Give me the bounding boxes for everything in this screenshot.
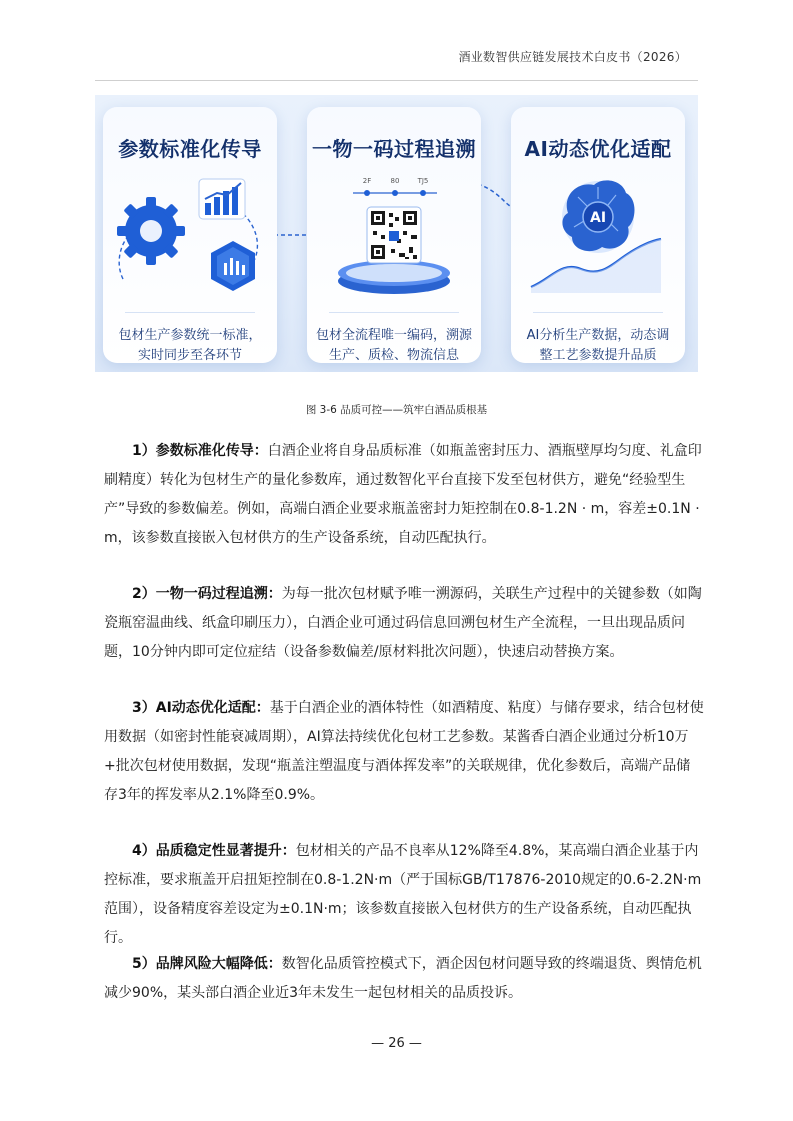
card-description — [511, 326, 685, 366]
paragraph-4 — [104, 837, 704, 953]
card-description — [103, 326, 277, 366]
card-desc-line: AI分析生产数据，动态调 — [526, 328, 670, 343]
figure-caption: 图 3-6 品质可控——筑牢白酒品质根基 — [305, 404, 488, 416]
running-header: 酒业数智供应链发展技术白皮书（2026） — [458, 50, 687, 64]
page-number: — 26 — — [371, 1036, 422, 1051]
paragraph-heading: 4）品质稳定性显著提升： — [132, 843, 296, 859]
card-desc-line: 实时同步至各环节 — [137, 348, 242, 363]
brain-ai-text: AI — [589, 210, 607, 226]
paragraph-body: 为每一批次包材赋予唯一溯源码，关联生产过程中的关键参数（如陶瓷瓶窑温曲线、纸盒印刷压力），白酒企业可通过码信息回溯包材生产全流程，一旦出现品质问题，10分钟内即可定位症结（设备参数偏差/原材料批次问题），快速启动替换方案。 — [104, 586, 702, 660]
card-desc-line: 包材生产参数统一标准， — [118, 328, 262, 343]
card-title: 参数标准化传导 — [118, 137, 262, 161]
header-divider — [95, 80, 698, 81]
card-title: AI动态优化适配 — [524, 137, 672, 161]
paragraph-body: 基于白酒企业的酒体特性（如酒精度、粘度）与储存要求，结合包材使用数据（如密封性能衰减周期），AI算法持续优化包材工艺参数。某酱香白酒企业通过分析10万+批次包材使用数据，发现“瓶盖注塑温度与酒体挥发率”的关联规律，优化参数后，高端产品储存3年的挥发率从2.1%降至0.9%。 — [104, 700, 704, 803]
paragraph-5 — [104, 950, 704, 1008]
paragraph-body: 包材相关的产品不良率从12%降至4.8%，某高端白酒企业基于内控标准，要求瓶盖开启扭矩控制在0.8-1.2N·m（严于国标GB/T17876-2010规定的0.6-2.2N·m范围），设备精度容差设定为±0.1N·m；该参数直接嵌入包材供方的生产设备系统，自动匹配执行。 — [104, 843, 702, 946]
paragraph-3 — [104, 694, 704, 810]
paragraph-heading: 2）一物一码过程追溯： — [132, 586, 282, 602]
card-one-item-one-code — [307, 107, 481, 363]
gear-chart-icon — [103, 169, 277, 299]
timeline-label: 80 — [390, 177, 400, 185]
paragraph-1 — [104, 437, 704, 553]
paragraph-heading: 3）AI动态优化适配： — [132, 700, 270, 716]
qr-code-icon — [307, 169, 481, 319]
ai-brain-icon — [511, 169, 685, 299]
figure-quality-control — [95, 95, 698, 372]
card-title: 一物一码过程追溯 — [312, 137, 476, 161]
timeline-label: TJ5 — [417, 177, 429, 185]
card-desc-line: 整工艺参数提升品质 — [539, 348, 657, 363]
paragraph-heading: 1）参数标准化传导： — [132, 443, 268, 459]
paragraph-2 — [104, 580, 704, 667]
paragraph-body: 白酒企业将自身品质标准（如瓶盖密封压力、酒瓶壁厚均匀度、礼盒印刷精度）转化为包材生产的量化参数库，通过数智化平台直接下发至包材供方，避免“经验型生产”导致的参数偏差。例如，高端白酒企业要求瓶盖密封力矩控制在0.8-1.2N · m，容差±0.1N · m，该参数直接嵌入包材供方的生产设备系统，自动匹配执行。 — [104, 443, 702, 546]
paragraph-body: 数智化品质管控模式下，酒企因包材问题导致的终端退货、舆情危机减少90%，某头部白酒企业近3年未发生一起包材相关的品质投诉。 — [104, 956, 702, 1001]
card-ai-dynamic-optimization — [511, 107, 685, 363]
timeline-label: 2F — [362, 177, 372, 185]
card-desc-line: 生产、质检、物流信息 — [328, 348, 459, 363]
card-desc-line: 包材全流程唯一编码，溯源 — [315, 328, 472, 343]
paragraph-heading: 5）品牌风险大幅降低： — [132, 956, 282, 972]
card-description — [307, 326, 481, 366]
card-parameter-standardization — [103, 107, 277, 363]
